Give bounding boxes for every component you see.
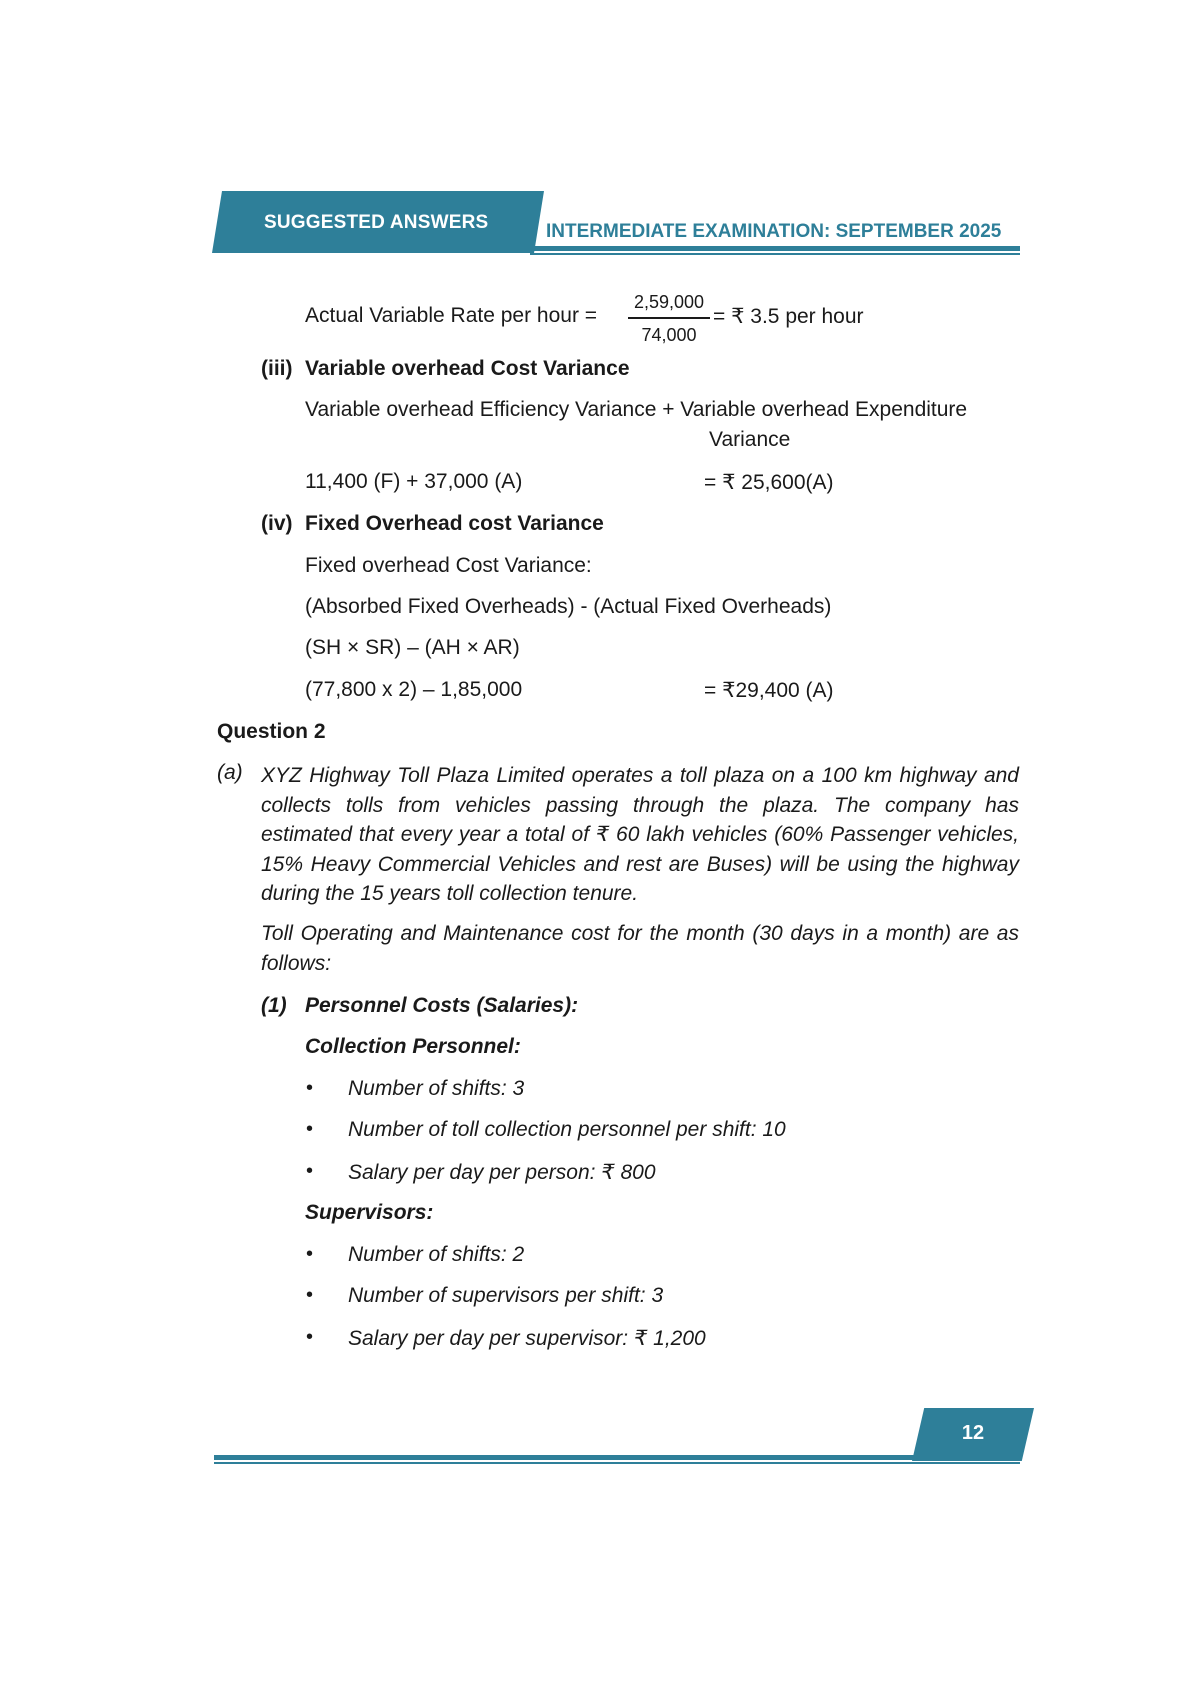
supervisor-bullet: Number of supervisors per shift: 3: [348, 1284, 664, 1307]
collection-heading: Collection Personnel:: [305, 1035, 521, 1058]
supervisor-bullet: Salary per day per supervisor: ₹ 1,200: [348, 1327, 706, 1350]
section-iv-number: (iv): [261, 512, 293, 535]
item-title: Personnel Costs (Salaries):: [305, 994, 579, 1017]
bullet-icon: •: [306, 1326, 314, 1348]
section-iii-title: Variable overhead Cost Variance: [305, 357, 630, 380]
section-iv-line2: (Absorbed Fixed Overheads) - (Actual Fixed Overheads): [305, 595, 832, 618]
page-number: 12: [961, 1422, 985, 1444]
question-intro: [261, 761, 1019, 909]
section-iv-calculation: (77,800 x 2) – 1,85,000: [305, 678, 523, 701]
rate-numerator: 2,59,000: [633, 292, 705, 312]
cost-intro-text: Toll Operating and Maintenance cost for the month (30 days in a month) are as follows:: [261, 922, 1019, 975]
question-heading: Question 2: [217, 720, 326, 743]
header-rule: [530, 246, 1020, 251]
bullet-icon: •: [306, 1284, 314, 1306]
section-iii-formula-line1: Variable overhead Efficiency Variance + Variable overhead Expenditure: [305, 398, 968, 421]
section-iv-line1: Fixed overhead Cost Variance:: [305, 554, 592, 577]
header-title: INTERMEDIATE EXAMINATION: SEPTEMBER 2025: [546, 221, 1002, 242]
rate-result: = ₹ 3.5 per hour: [713, 305, 864, 328]
footer-rule-thin: [214, 1462, 1020, 1464]
header-rule-thin: [530, 253, 1020, 255]
bullet-icon: •: [306, 1118, 314, 1140]
question-intro-text: XYZ Highway Toll Plaza Limited operates a toll plaza on a 100 km highway and collects tolls from vehicles passing through the plaza. The company has estimated that every year a total of ₹ 60 lakh vehicles (60% Passenger vehicles, 15% Heavy Commercial Vehicles and rest are Buses) will be using the highway during the 15 years toll collection tenure.: [261, 764, 1019, 905]
section-iii-formula-line2: Variance: [709, 428, 791, 451]
section-iv-line3: (SH × SR) – (AH × AR): [305, 636, 520, 659]
rate-label: Actual Variable Rate per hour =: [305, 304, 598, 327]
header-tab-label: SUGGESTED ANSWERS: [264, 212, 489, 233]
question-part-label: (a): [217, 761, 243, 784]
rate-fraction: [628, 291, 710, 346]
section-iii-result: = ₹ 25,600(A): [704, 471, 834, 494]
collection-bullet: Number of toll collection personnel per shift: 10: [348, 1118, 786, 1141]
item-number: (1): [261, 994, 287, 1017]
bullet-icon: •: [306, 1160, 314, 1182]
section-iii-number: (iii): [261, 357, 293, 380]
bullet-icon: •: [306, 1077, 314, 1099]
footer-rule: [214, 1455, 1020, 1460]
cost-intro: [261, 919, 1019, 978]
rate-denominator: 74,000: [641, 325, 697, 345]
fraction-bar: [628, 317, 710, 319]
supervisor-heading: Supervisors:: [305, 1201, 434, 1224]
collection-bullet: Salary per day per person: ₹ 800: [348, 1161, 656, 1184]
collection-bullet: Number of shifts: 3: [348, 1077, 525, 1100]
section-iv-title: Fixed Overhead cost Variance: [305, 512, 604, 535]
bullet-icon: •: [306, 1243, 314, 1265]
supervisor-bullet: Number of shifts: 2: [348, 1243, 525, 1266]
section-iv-result: = ₹29,400 (A): [704, 679, 834, 702]
section-iii-calculation: 11,400 (F) + 37,000 (A): [305, 470, 523, 493]
